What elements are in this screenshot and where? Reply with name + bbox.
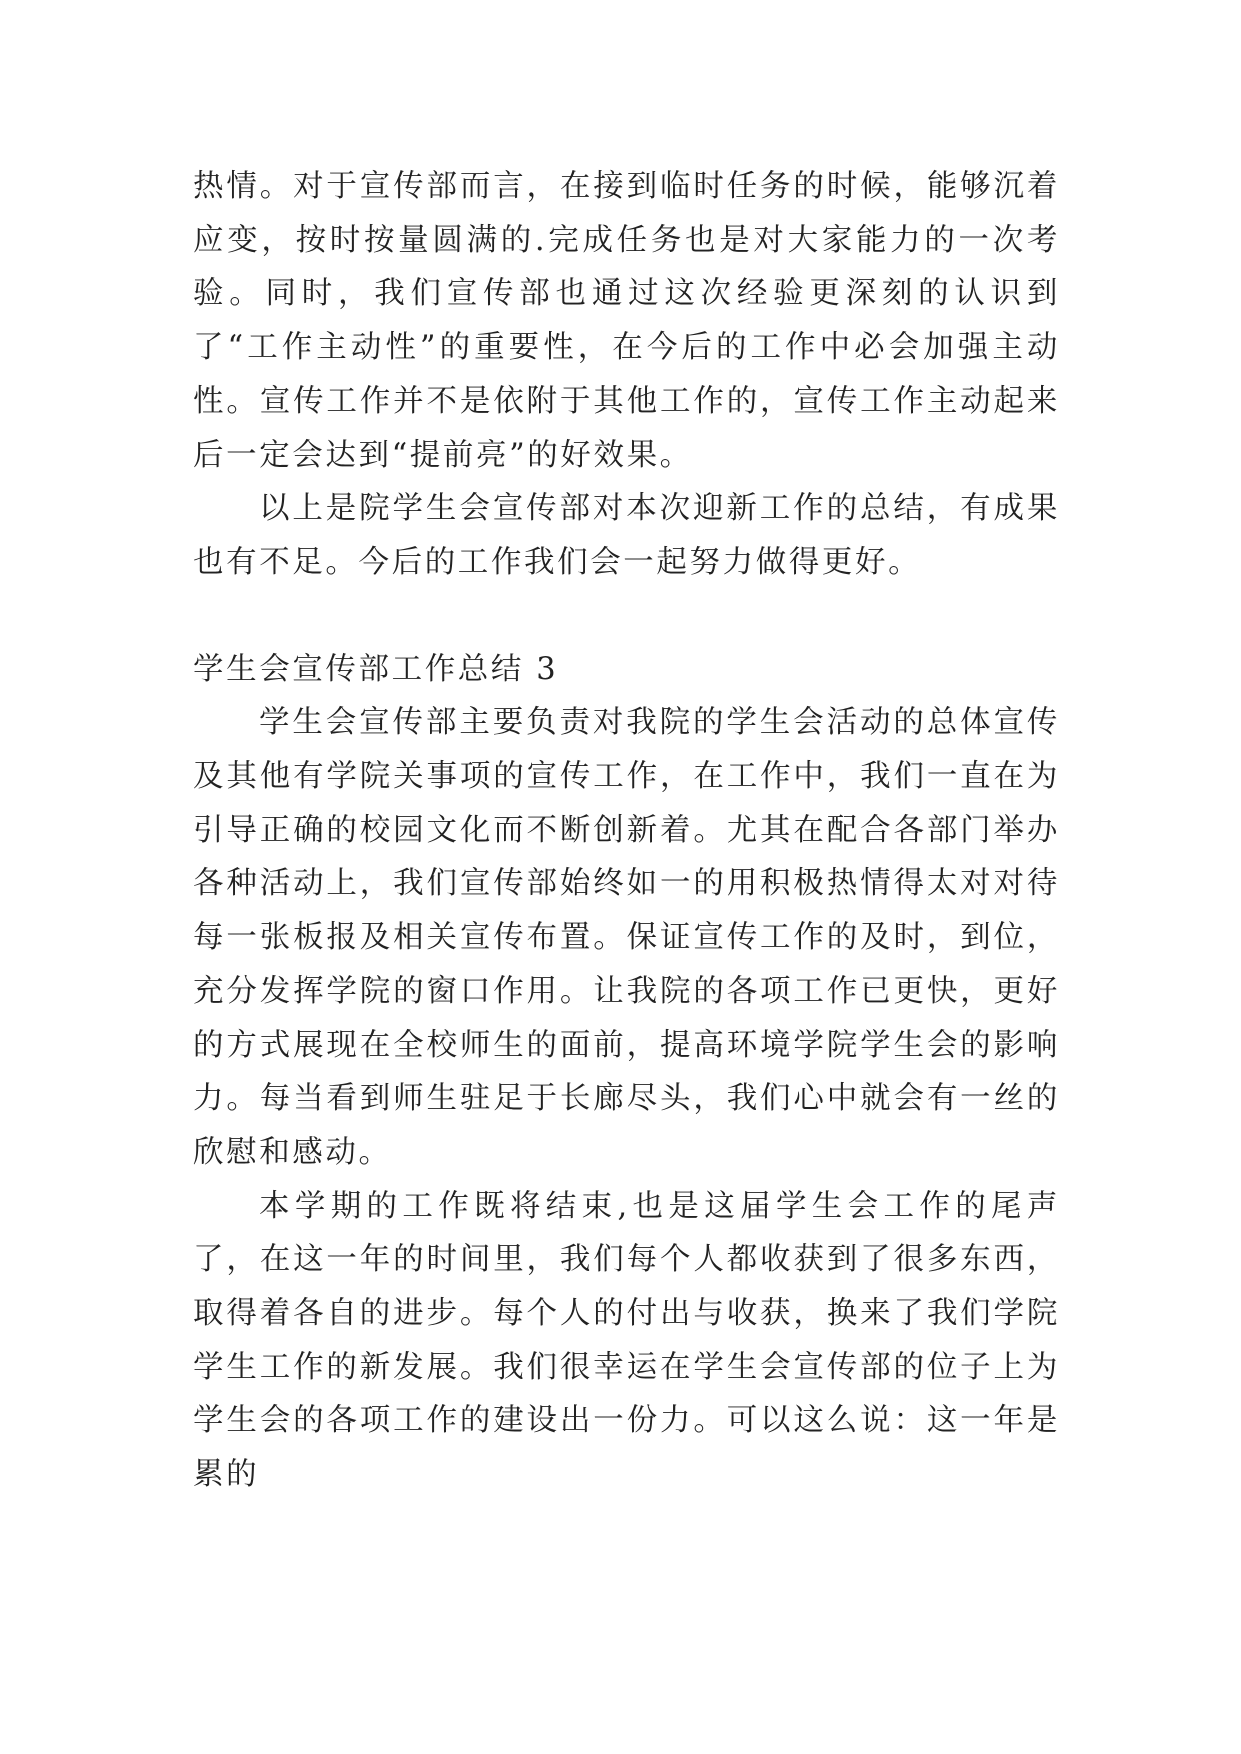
paragraph-continuation: 热情。对于宣传部而言，在接到临时任务的时候，能够沉着应变，按时按量圆满的.完成任务也是对大家能力的一次考验。同时，我们宣传部也通过这次经验更深刻的认识到了“工作主动性”的重要性，在今后的工作中必会加强主动性。宣传工作并不是依附于其他工作的，宣传工作主动起来后一定会达到“提前亮”的好效果。 [193, 169, 1060, 473]
section-spacer [193, 590, 1060, 643]
paragraph-section-semester: 本学期的工作既将结束,也是这届学生会工作的尾声了，在这一年的时间里，我们每个人都收获到了很多东西，取得着各自的进步。每个人的付出与收获，换来了我们学院学生工作的新发展。我们很幸运在学生会宣传部的位子上为学生会的各项工作的建设出一份力。可以这么说：这一年是累的 [193, 1188, 1060, 1493]
section-title: 学生会宣传部工作总结 3 [193, 651, 559, 687]
paragraph-summary: 以上是院学生会宣传部对本次迎新工作的总结，有成果也有不足。今后的工作我们会一起努力做得更好。 [193, 491, 1060, 580]
document-body [193, 160, 1060, 1502]
paragraph-section-intro: 学生会宣传部主要负责对我院的学生会活动的总体宣传及其他有学院关事项的宣传工作，在工作中，我们一直在为引导正确的校园文化而不断创新着。尤其在配合各部门举办各种活动上，我们宣传部始终如一的用积极热情得太对对待每一张板报及相关宣传布置。保证宣传工作的及时，到位，充分发挥学院的窗口作用。让我院的各项工作已更快，更好的方式展现在全校师生的面前，提高环境学院学生会的影响力。每当看到师生驻足于长廊尽头，我们心中就会有一丝的欣慰和感动。 [193, 705, 1060, 1170]
